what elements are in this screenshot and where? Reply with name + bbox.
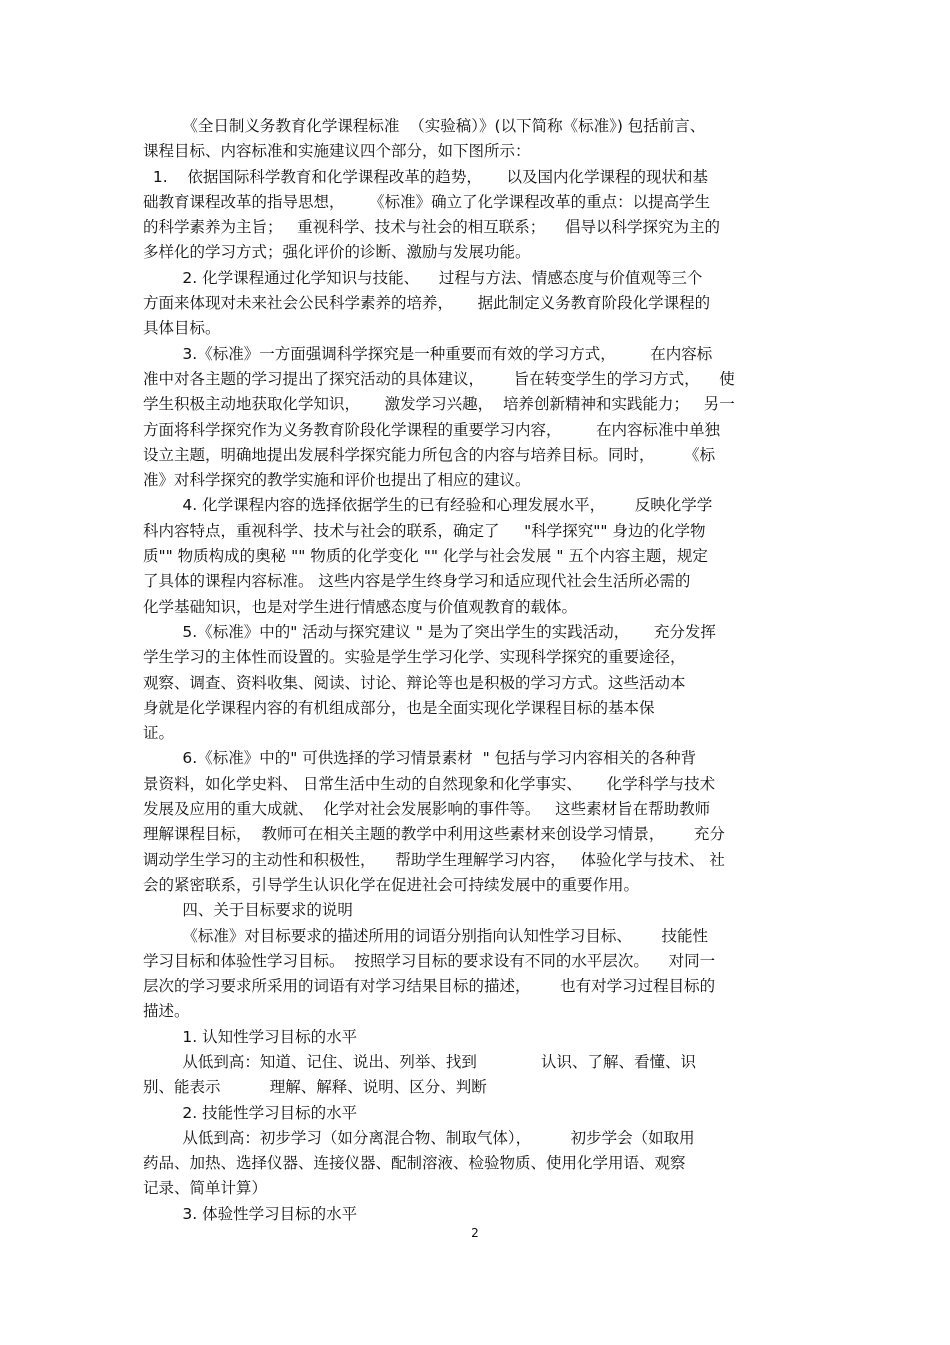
text-line: 2. 化学课程通过化学知识与技能、 过程与方法、情感态度与价值观等三个 [143, 268, 703, 287]
text-line: 《全日制义务教育化学课程标准 （实验稿）》(以下简称《标准》) 包括前言、 [143, 117, 706, 135]
text-line: 具体目标。 [143, 319, 221, 338]
text-line: 6.《标准》中的" 可供选择的学习情景素材 " 包括与学习内容相关的各种背 [143, 749, 697, 768]
text-line: 别、能表示 理解、解释、说明、区分、判断 [143, 1078, 487, 1097]
text-line: 质"" 物质构成的奥秘 "" 物质的化学变化 "" 化学与社会发展 " 五个内容主题，规定 [143, 547, 708, 566]
text-line: 学生学习的主体性而设置的。实验是学生学习化学、实现科学探究的重要途径， [143, 648, 686, 667]
text-line: 准》对科学探究的教学实施和评价也提出了相应的建议。 [143, 471, 531, 490]
text-line: 身就是化学课程内容的有机组成部分，也是全面实现化学课程目标的基本保 [143, 698, 655, 717]
text-line: 会的紧密联系，引导学生认识化学在促进社会可持续发展中的重要作用。 [143, 875, 640, 894]
text-line: 描述。 [143, 1002, 190, 1021]
text-line: 观察、调查、资料收集、阅读、讨论、辩论等也是积极的学习方式。这些活动本 [143, 673, 686, 692]
text-line: 记录、简单计算） [143, 1179, 268, 1198]
text-line: 准中对各主题的学习提出了探究活动的具体建议， 旨在转变学生的学习方式， 使 [143, 369, 735, 388]
page-number: 2 [471, 1226, 479, 1240]
text-line: 4. 化学课程内容的选择依据学生的已有经验和心理发展水平， 反映化学学 [143, 496, 713, 515]
text-line: 药品、加热、选择仪器、连接仪器、配制溶液、检验物质、使用化学用语、观察 [143, 1154, 686, 1173]
text-line: 调动学生学习的主动性和积极性， 帮助学生理解学习内容， 体验化学与技术、 社 [143, 850, 725, 869]
text-line: 5.《标准》中的" 活动与探究建议 " 是为了突出学生的实践活动， 充分发挥 [143, 622, 716, 641]
text-line: 学习目标和体验性学习目标。 按照学习目标的要求设有不同的水平层次。 对同一 [143, 951, 716, 970]
text-line: 景资料，如化学史料、 日常生活中生动的自然现象和化学事实、 化学科学与技术 [143, 774, 716, 793]
text-line: 础教育课程改革的指导思想， 《标准》确立了化学课程改革的重点：以提高学生 [143, 192, 711, 211]
text-line: 的科学素养为主旨； 重视科学、技术与社会的相互联系； 倡导以科学探究为主的 [143, 218, 720, 237]
text-line: 设立主题，明确地提出发展科学探究能力所包含的内容与培养目标。同时， 《标 [143, 445, 716, 464]
text-line: 2. 技能性学习目标的水平 [143, 1103, 358, 1122]
text-line: 层次的学习要求所采用的词语有对学习结果目标的描述， 也有对学习过程目标的 [143, 977, 716, 996]
text-line: 3.《标准》一方面强调科学探究是一种重要而有效的学习方式， 在内容标 [143, 344, 713, 363]
text-line: 多样化的学习方式；强化评价的诊断、激励与发展功能。 [143, 243, 531, 262]
text-line: 证。 [143, 724, 175, 743]
text-line: 课程目标、内容标准和实施建议四个部分，如下图所示： [143, 142, 531, 161]
text-line: 从低到高：初步学习（如分离混合物、制取气体）， 初步学会（如取用 [143, 1128, 695, 1147]
text-line: 从低到高：知道、记住、说出、列举、找到 认识、了解、看懂、识 [143, 1052, 696, 1071]
document-body [143, 114, 807, 1227]
text-line: 化学基础知识，也是对学生进行情感态度与价值观教育的载体。 [143, 597, 578, 616]
text-line: 学生积极主动地获取化学知识， 激发学习兴趣， 培养创新精神和实践能力； 另一 [143, 395, 735, 414]
text-line: 1. 认知性学习目标的水平 [143, 1027, 358, 1046]
text-line: 《标准》对目标要求的描述所用的词语分别指向认知性学习目标、 技能性 [143, 926, 708, 945]
text-line: 四、关于目标要求的说明 [143, 901, 353, 920]
text-line: 科内容特点，重视科学、技术与社会的联系，确定了 "科学探究"" 身边的化学物 [143, 521, 706, 540]
text-line: 方面来体现对未来社会公民科学素养的培养， 据此制定义务教育阶段化学课程的 [143, 294, 711, 313]
text-line: 理解课程目标， 教师可在相关主题的教学中利用这些素材来创设学习情景， 充分 [143, 825, 725, 844]
text-line: 1. 依据国际科学教育和化学课程改革的趋势， 以及国内化学课程的现状和基 [143, 167, 708, 186]
text-line: 3. 体验性学习目标的水平 [143, 1204, 358, 1223]
text-line: 方面将科学探究作为义务教育阶段化学课程的重要学习内容， 在内容标准中单独 [143, 420, 720, 439]
text-line: 了具体的课程内容标准。 这些内容是学生终身学习和适应现代社会生活所必需的 [143, 572, 691, 591]
text-line: 发展及应用的重大成就、 化学对社会发展影响的事件等。 这些素材旨在帮助教师 [143, 800, 711, 819]
